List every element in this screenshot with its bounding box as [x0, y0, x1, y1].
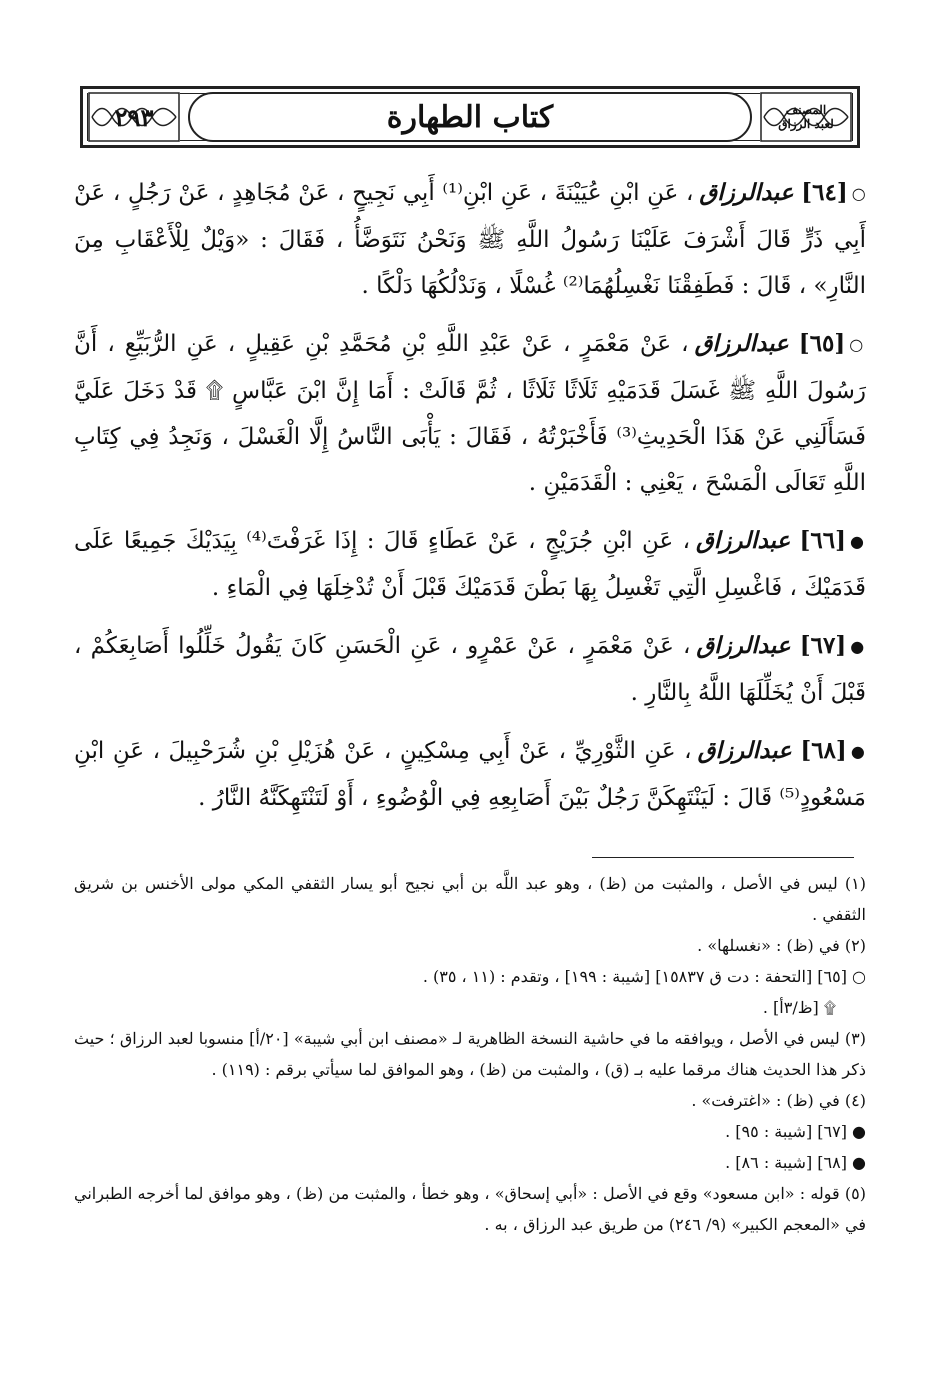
footnote-separator: [592, 857, 854, 858]
main-text: [74, 170, 866, 833]
hadith-entry: [74, 623, 866, 716]
entry-text: ، عَنِ ابْنِ جُرَيْجٍ ، عَنْ عَطَاءٍ قَالَ : إِذَا غَرَفْتَ⁽⁴⁾ بِيَدَيْكَ جَمِيعًا عَلَى قَدَمَيْكَ ، فَاغْسِلِ الَّتِي تَغْسِلُ بِهَا بَطْنَ قَدَمَيْكَ قَبْلَ أَنْ تُدْخِلَهَا فِي الْمَاءِ .: [74, 528, 866, 601]
entry-text: ، عَنْ مَعْمَرٍ ، عَنْ عَبْدِ اللَّهِ بْنِ مُحَمَّدِ بْنِ عَقِيلٍ ، عَنِ الرُّبَيِّعِ ، أَنَّ رَسُولَ اللَّهِ ﷺ غَسَلَ قَدَمَيْهِ ثَلَاثًا ثَلَاثًا ، ثُمَّ قَالَتْ : أَمَا إِنَّ ابْنَ عَبَّاسٍ ۩ قَدْ دَخَلَ عَلَيَّ فَسَأَلَنِي عَنْ هَذَا الْحَدِيثِ⁽³⁾ فَأَخْبَرْتُهُ ، فَقَالَ : يَأْبَى النَّاسُ إِلَّا الْغَسْلَ ، وَنَجِدُ فِي كِتَابِ اللَّهِ تَعَالَى الْمَسْحَ ، يَعْنِي : الْقَدَمَيْنِ .: [74, 331, 866, 496]
entry-number: [٦٥]: [798, 330, 846, 357]
footnote: (٤) في (ظ) : «اغترفت» .: [691, 1091, 866, 1110]
hadith-entry: [74, 170, 866, 309]
entry-marker: ○: [851, 184, 866, 203]
brand-line-1: المصنف: [785, 103, 827, 117]
entry-text: ، عَنْ مَعْمَرٍ ، عَنْ عَمْرٍو ، عَنِ الْحَسَنِ كَانَ يَقُولُ خَلِّلُوا أَصَابِعَكُمْ ، قَبْلَ أَنْ يُخَلِّلَهَا اللَّهُ بِالنَّارِ .: [74, 633, 866, 706]
entry-number: [٦٧]: [799, 632, 847, 659]
page-title: [188, 92, 752, 142]
entry-author: عبدالرزاق: [697, 737, 792, 764]
entry-marker: ●: [850, 637, 866, 656]
folio-reference: ۩ [ظ/٣أ] .: [762, 998, 836, 1017]
footnote: (١) ليس في الأصل ، والمثبت من (ظ) ، وهو عبد اللَّه بن أبي نجيح أبو يسار الثقفي المكي مولى الأخنس بن شريق الثقفي .: [74, 874, 866, 924]
entry-author: عبدالرزاق: [694, 330, 789, 357]
entry-author: عبدالرزاق: [696, 632, 791, 659]
book-brand: [760, 98, 852, 136]
hadith-entry: [74, 518, 866, 611]
page-title-text: كتاب الطهارة: [386, 99, 554, 135]
page-header: [80, 86, 860, 148]
hadith-entry: [74, 728, 866, 821]
page-number: ٢٩٣: [114, 102, 154, 132]
footnote: (٣) ليس في الأصل ، ويوافقه ما في حاشية النسخة الظاهرية لـ «مصنف ابن أبي شيبة» [٢٠/أ] منسوبا لعبد الرزاق ؛ حيث ذكر هذا الحديث هناك مرقما عليه بـ (ق) ، والمثبت من (ظ) ، وهو الموافق لما سيأتي برقم : (١١٩) .: [74, 1029, 866, 1079]
entry-number: [٦٦]: [799, 527, 847, 554]
entry-number: [٦٨]: [800, 737, 847, 764]
entry-text: ، عَنِ ابْنِ عُيَيْنَةَ ، عَنِ ابْنِ⁽¹⁾ أَبِي نَجِيحٍ ، عَنْ مُجَاهِدٍ ، عَنْ رَجُلٍ ، عَنْ أَبِي ذَرٍّ قَالَ أَشْرَفَ عَلَيْنَا رَسُولُ اللَّهِ ﷺ وَنَحْنُ نَتَوَضَّأُ ، فَقَالَ : «وَيْلٌ لِلْأَعْقَابِ مِنَ النَّارِ» ، قَالَ : فَطَفِقْنَا نَغْسِلُهُمَا⁽²⁾ غُسْلًا ، وَنَدْلُكُهَا دَلْكًا .: [74, 180, 866, 299]
footnote: (٥) قوله : «ابن مسعود» وقع في الأصل : «أبي إسحاق» ، وهو خطأ ، والمثبت من (ظ) ، وهو موافق لما أخرجه الطبراني في «المعجم الكبير» (٩/ ٢٤٦) من طريق عبد الرزاق ، به .: [74, 1184, 866, 1234]
entry-marker: ●: [850, 532, 866, 551]
entry-author: عبدالرزاق: [699, 179, 794, 206]
entry-marker: ●: [850, 742, 866, 761]
footnote-reference: ● [٦٨] [شيبة : ٨٦] .: [725, 1153, 866, 1172]
entry-number: [٦٤]: [801, 179, 848, 206]
footnote: (٢) في (ظ) : «نغسلها» .: [697, 936, 866, 955]
footnote-reference: ○ [٦٥] [التحفة : دت ق ١٥٨٣٧] [شيبة : ١٩٩] ، وتقدم : (١١ ، ٣٥) .: [422, 967, 866, 986]
entry-text: ، عَنِ الثَّوْرِيِّ ، عَنْ أَبِي مِسْكِينٍ ، عَنْ هُزَيْلِ بْنِ شُرَحْبِيلَ ، عَنِ ابْنِ مَسْعُودٍ⁽⁵⁾ قَالَ : لَيَنْتَهِكَنَّ رَجُلٌ بَيْنَ أَصَابِعِهِ فِي الْوُضُوءِ ، أَوْ لَتَنْتَهِكَنَّهُ النَّارُ .: [74, 738, 866, 811]
entry-marker: ○: [849, 335, 866, 354]
footnotes: [74, 868, 866, 1240]
entry-author: عبدالرزاق: [696, 527, 791, 554]
brand-line-2: لعبد الرزاق: [778, 117, 834, 131]
footnote-reference: ● [٦٧] [شيبة : ٩٥] .: [725, 1122, 866, 1141]
hadith-entry: [74, 321, 866, 506]
